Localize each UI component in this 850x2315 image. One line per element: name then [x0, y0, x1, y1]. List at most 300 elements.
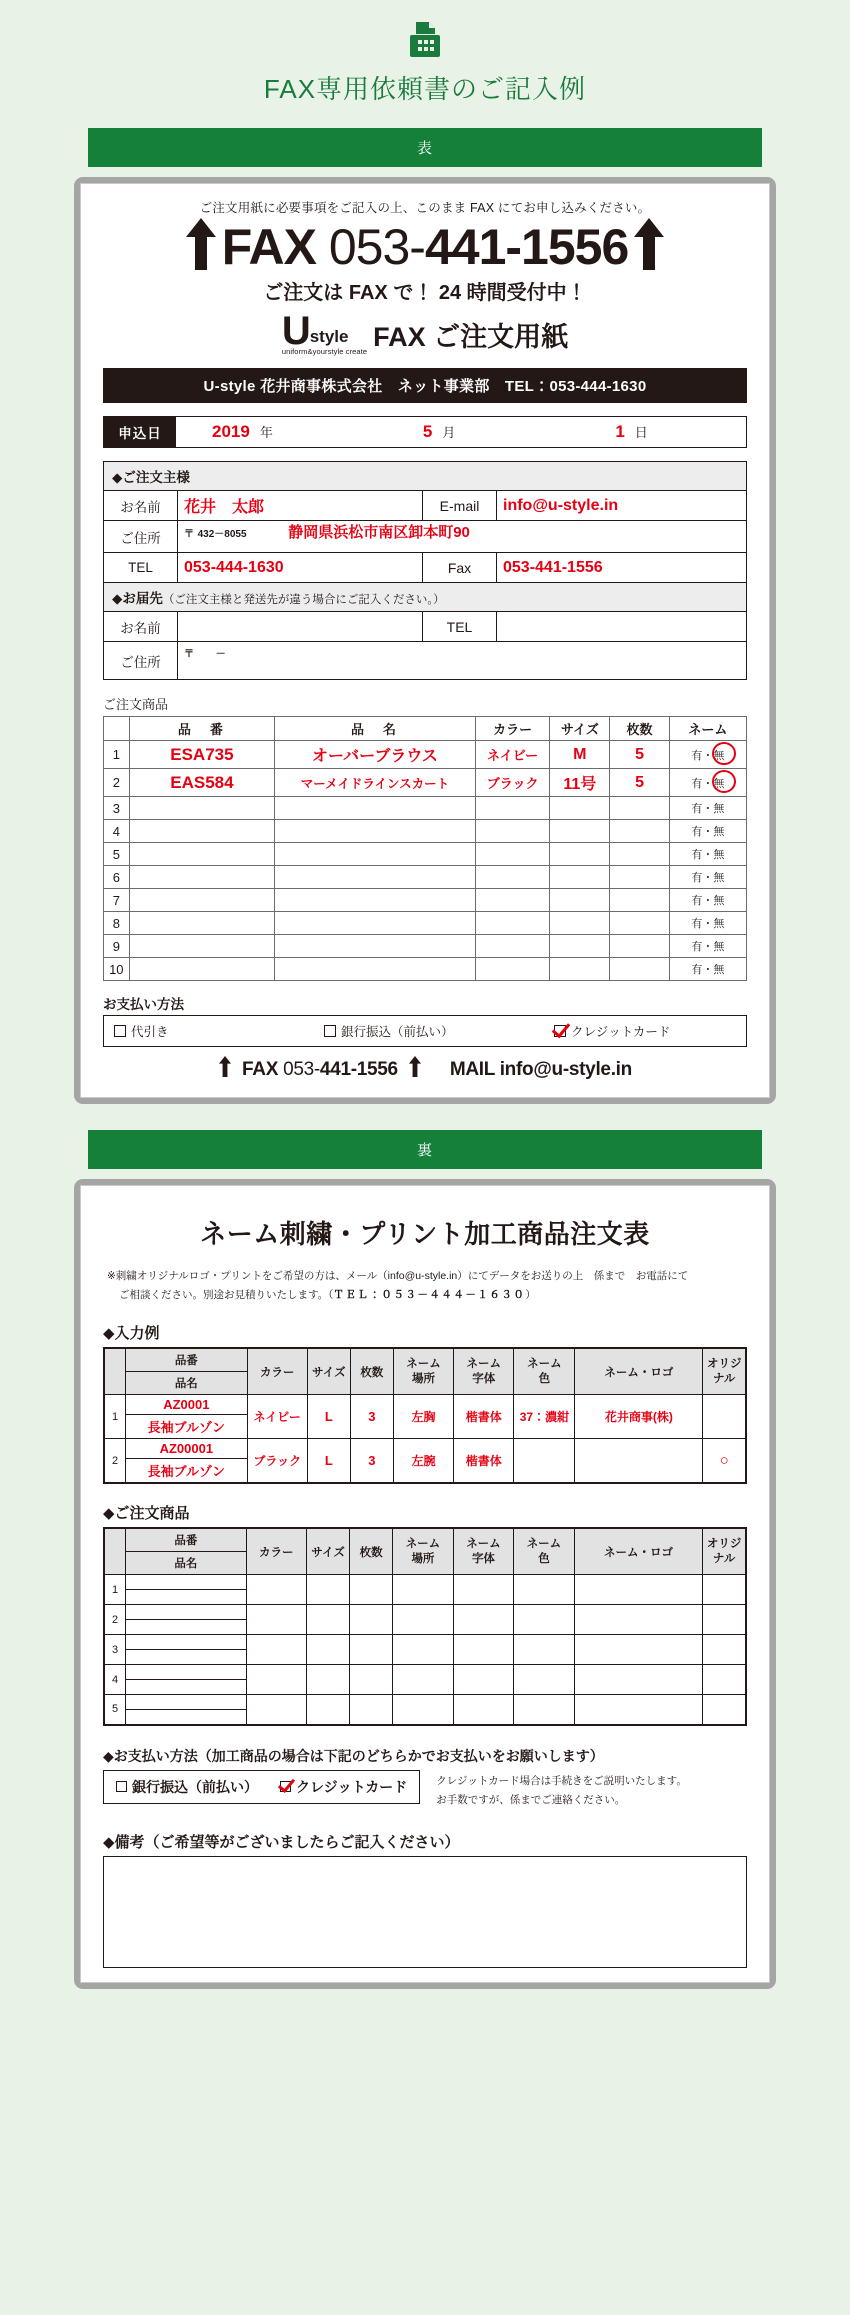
bo-row-size[interactable]	[307, 1635, 350, 1665]
ex-row-no: 1	[104, 1395, 126, 1439]
bo-row-qty[interactable]	[350, 1575, 393, 1605]
bo-row-font[interactable]	[453, 1635, 514, 1665]
ex-col-ncolor-header	[514, 1348, 575, 1395]
bo-col-color-header: カラー	[246, 1528, 307, 1575]
row-no: 10	[104, 958, 130, 981]
page-title: FAX専用依頼書のご記入例	[263, 74, 587, 104]
bo-row-ncolor[interactable]	[514, 1695, 575, 1725]
orderer-email-value[interactable]: info@u-style.in	[497, 491, 747, 521]
table-row[interactable]	[104, 820, 747, 843]
remarks-box[interactable]	[103, 1856, 747, 1968]
table-row[interactable]	[104, 935, 747, 958]
row-color[interactable]	[475, 843, 550, 866]
ex-col-ncolor-header-b: 色	[538, 1372, 551, 1385]
application-date-fields[interactable]	[176, 417, 746, 447]
bo-row-item	[126, 1590, 245, 1594]
ex-row-original[interactable]	[703, 1395, 746, 1439]
bo-row-original[interactable]	[703, 1635, 746, 1665]
circle-mark-icon	[711, 741, 737, 768]
row-color[interactable]	[475, 935, 550, 958]
row-name-option[interactable]	[669, 769, 746, 797]
bo-row-item	[126, 1710, 245, 1714]
front-order-body	[104, 741, 747, 981]
shipto-address-cell[interactable]	[178, 642, 747, 680]
bo-col-codeitem-header	[126, 1528, 246, 1575]
checkbox-icon[interactable]	[114, 1025, 126, 1037]
row-name[interactable]	[275, 889, 476, 912]
row-code[interactable]	[129, 889, 275, 912]
ex-row-original[interactable]: ○	[703, 1439, 746, 1484]
payment-option-label: クレジットカード	[571, 1025, 671, 1040]
ex-row-place[interactable]: 左胸	[393, 1395, 453, 1439]
bo-row-qty[interactable]	[350, 1695, 393, 1725]
bo-col-place-header-b: 場所	[411, 1552, 435, 1565]
back-note-line1: ※刺繍オリジナルロゴ・プリントをご希望の方は、メール（info@u-style.in）にてデータをお送りの上 係まで お電話にて	[107, 1270, 689, 1283]
row-name-option[interactable]: 有・無	[669, 866, 746, 889]
ex-col-place-header-a: ネーム	[406, 1358, 441, 1371]
row-color[interactable]: ブラック	[475, 769, 550, 797]
bo-row-place[interactable]	[393, 1695, 454, 1725]
back-note-line2-b: ）	[525, 1288, 536, 1301]
bo-row-qty[interactable]	[350, 1665, 393, 1695]
table-row[interactable]	[104, 912, 747, 935]
bo-col-font-header	[453, 1528, 514, 1575]
row-no: 1	[104, 741, 130, 769]
orderer-section-row	[104, 462, 747, 491]
bo-row-original[interactable]	[703, 1605, 746, 1635]
orderer-name-label: お名前	[104, 491, 178, 521]
payment-option-cod[interactable]	[114, 1022, 324, 1040]
row-name-option-text: 有・無	[691, 777, 725, 790]
ex-col-place-header-b: 場所	[411, 1372, 435, 1385]
ex-col-original-header-b: ナル	[712, 1372, 736, 1385]
shipto-zip-mark: 〒	[184, 649, 194, 661]
back-payment-caption: ◆お支払い方法（加工商品の場合は下記のどちらかでお支払いをお願いします）	[103, 1747, 604, 1764]
row-qty[interactable]	[610, 912, 670, 935]
bo-row-size[interactable]	[307, 1605, 350, 1635]
orderer-name-value[interactable]: 花井 太郎	[178, 491, 423, 521]
bo-row-ncolor[interactable]	[514, 1605, 575, 1635]
bo-row-logo[interactable]	[574, 1635, 703, 1665]
ex-row-size[interactable]: L	[307, 1395, 350, 1439]
shipto-section-note: （ご注文主様と発送先が違う場合にご記入ください。）	[162, 594, 445, 607]
bo-row-code	[126, 1575, 245, 1590]
front-sheet-wrapper	[74, 177, 776, 1104]
back-note-tel: ＴＥＬ：０５３－４４４－１６３０	[333, 1288, 526, 1301]
bo-row-place[interactable]	[393, 1665, 454, 1695]
row-code[interactable]	[129, 935, 275, 958]
bo-row-size[interactable]	[307, 1665, 350, 1695]
table-row[interactable]	[104, 889, 747, 912]
bo-row-codeitem[interactable]	[126, 1695, 246, 1725]
ex-col-font-header-a: ネーム	[466, 1358, 502, 1371]
bo-row-ncolor[interactable]	[514, 1665, 575, 1695]
checkbox-checked-icon[interactable]	[554, 1025, 566, 1037]
back-payment-option-label: クレジットカード	[296, 1778, 408, 1795]
bo-row-font[interactable]	[453, 1665, 514, 1695]
payment-option-label: 代引き	[131, 1025, 169, 1040]
footer-fax-bold: 441-1556	[319, 1058, 398, 1080]
bo-row-no: 1	[104, 1575, 126, 1605]
row-code[interactable]	[129, 866, 275, 889]
row-qty[interactable]	[610, 935, 670, 958]
row-qty[interactable]: 5	[610, 741, 670, 769]
row-qty[interactable]	[610, 889, 670, 912]
bo-row-item	[126, 1620, 245, 1624]
shipto-section-title: ◆お届先	[112, 591, 163, 607]
row-color[interactable]: ネイビー	[475, 741, 550, 769]
table-row[interactable]	[104, 1395, 746, 1439]
bo-row-size[interactable]	[307, 1575, 350, 1605]
row-no: 4	[104, 820, 130, 843]
fax-banner-number: FAX 053-441-1556	[221, 218, 629, 275]
remarks-caption: ◆備考（ご希望等がございましたらご記入ください）	[103, 1834, 460, 1852]
back-order-body	[104, 1575, 746, 1725]
row-qty[interactable]	[610, 797, 670, 820]
front-order-header-row	[104, 717, 747, 741]
orderer-tel-fax-row	[104, 553, 747, 583]
fax-banner	[103, 218, 747, 275]
orderer-section-label: ◆ご注文主様	[104, 462, 747, 491]
arrow-up-right-icon	[634, 218, 664, 275]
bo-col-code-header: 品番	[126, 1529, 245, 1552]
orderer-fax-value[interactable]: 053-441-1556	[497, 553, 747, 583]
back-payment-option-credit[interactable]	[280, 1777, 407, 1797]
ustyle-logo-row	[103, 309, 747, 356]
bo-col-logo-header: ネーム・ロゴ	[574, 1528, 703, 1575]
row-color[interactable]	[475, 797, 550, 820]
row-size[interactable]	[550, 935, 610, 958]
bo-row-ncolor[interactable]	[514, 1635, 575, 1665]
bo-row-ncolor[interactable]	[514, 1575, 575, 1605]
row-name[interactable]	[275, 820, 476, 843]
col-size-header: サイズ	[550, 717, 610, 741]
shipto-name-label: お名前	[104, 612, 178, 642]
bo-col-font-header-a: ネーム	[466, 1538, 501, 1551]
bo-row-item	[126, 1650, 245, 1654]
bo-col-ncolor-header-b: 色	[538, 1552, 550, 1565]
row-name-option[interactable]: 有・無	[669, 889, 746, 912]
page-header	[0, 0, 850, 112]
row-name-option[interactable]: 有・無	[669, 935, 746, 958]
row-code[interactable]	[129, 797, 275, 820]
bo-row-code	[126, 1635, 245, 1650]
row-color[interactable]	[475, 820, 550, 843]
shipto-name-row	[104, 612, 747, 642]
row-qty[interactable]: 5	[610, 769, 670, 797]
bo-row-no: 4	[104, 1665, 126, 1695]
ex-col-font-header	[454, 1348, 514, 1395]
bo-row-codeitem[interactable]	[126, 1635, 246, 1665]
bo-row-place[interactable]	[393, 1575, 454, 1605]
bo-col-ncolor-header	[514, 1528, 575, 1575]
orderer-email-label: E-mail	[423, 491, 497, 521]
bo-row-logo[interactable]	[574, 1575, 703, 1605]
footer-fax-lead: 053-	[283, 1058, 320, 1080]
row-name[interactable]: マーメイドラインスカート	[275, 769, 476, 797]
row-no: 7	[104, 889, 130, 912]
ex-col-size-header: サイズ	[307, 1348, 350, 1395]
row-name[interactable]	[275, 843, 476, 866]
back-payment-box	[103, 1770, 420, 1804]
ex-row-font[interactable]: 楷書体	[454, 1439, 514, 1484]
back-payment-option-bank[interactable]	[116, 1777, 258, 1797]
orderer-tel-value[interactable]: 053-444-1630	[178, 553, 423, 583]
back-sheet-wrapper	[74, 1179, 776, 1989]
checkbox-icon[interactable]	[324, 1025, 336, 1037]
back-payment-note-line2: お手数ですが、係までご連絡ください。	[436, 1794, 626, 1807]
bo-row-color[interactable]	[246, 1575, 307, 1605]
row-name-option[interactable]: 有・無	[669, 820, 746, 843]
bo-col-place-header	[393, 1528, 454, 1575]
row-size[interactable]: M	[550, 741, 610, 769]
row-size[interactable]	[550, 958, 610, 981]
payment-option-credit[interactable]	[554, 1022, 670, 1040]
fax-machine-icon	[0, 22, 850, 63]
ex-row-color[interactable]: ブラック	[247, 1439, 307, 1484]
table-row[interactable]	[104, 769, 747, 797]
row-size[interactable]: 11号	[550, 769, 610, 797]
bo-row-place[interactable]	[393, 1605, 454, 1635]
back-order-caption: ◆ご注文商品	[103, 1505, 190, 1523]
row-name[interactable]	[275, 935, 476, 958]
date-day-unit: 日	[634, 425, 648, 441]
payment-option-bank[interactable]	[324, 1022, 554, 1040]
bo-row-font[interactable]	[453, 1575, 514, 1605]
bo-row-color[interactable]	[246, 1635, 307, 1665]
orderer-zip-value: 432－8055	[197, 529, 247, 541]
bo-row-original[interactable]	[703, 1665, 746, 1695]
row-name[interactable]	[275, 958, 476, 981]
circle-mark-icon	[711, 769, 737, 796]
ex-col-code-header: 品番	[126, 1349, 246, 1372]
row-name[interactable]	[275, 797, 476, 820]
bo-col-place-header-a: ネーム	[405, 1538, 441, 1551]
footer-mail-value: info@u-style.in	[499, 1058, 632, 1080]
ex-col-codeitem-header	[126, 1348, 247, 1395]
row-no: 6	[104, 866, 130, 889]
footer-fax: FAX 053-441-1556	[242, 1058, 398, 1080]
bo-col-ncolor-header-a: ネーム	[526, 1538, 562, 1551]
ex-row-logo[interactable]: 花井商事(株)	[575, 1395, 703, 1439]
bo-row-no: 2	[104, 1605, 126, 1635]
footer-mail: MAIL info@u-style.in	[449, 1058, 632, 1080]
bo-row-color[interactable]	[246, 1665, 307, 1695]
bo-row-code	[126, 1605, 245, 1620]
back-payment-wrap	[103, 1770, 747, 1812]
orderer-address-cell[interactable]	[178, 521, 747, 553]
table-row[interactable]	[104, 1665, 746, 1695]
shipto-address-row	[104, 642, 747, 680]
bo-row-logo[interactable]	[574, 1695, 703, 1725]
logo-tagline: uniform&yourstyle create	[281, 346, 368, 356]
row-size[interactable]	[550, 843, 610, 866]
logo-form-title: FAX ご注文用紙	[373, 322, 569, 353]
arrow-up-icon	[408, 1056, 422, 1083]
row-code[interactable]	[129, 820, 275, 843]
ex-row-codeitem[interactable]	[126, 1395, 247, 1439]
payment-option-label: 銀行振込（前払い）	[341, 1025, 454, 1040]
row-name-option[interactable]	[669, 741, 746, 769]
row-code[interactable]: ESA735	[129, 741, 275, 769]
shipto-tel-label: TEL	[423, 612, 497, 642]
example-caption: ◆入力例	[103, 1325, 160, 1343]
bo-row-original[interactable]	[703, 1575, 746, 1605]
col-qty-header: 枚数	[610, 717, 670, 741]
row-name-option[interactable]: 有・無	[669, 843, 746, 866]
row-code[interactable]	[129, 958, 275, 981]
row-color[interactable]	[475, 866, 550, 889]
table-row[interactable]	[104, 1605, 746, 1635]
row-code[interactable]: EAS584	[129, 769, 275, 797]
table-row[interactable]	[104, 1575, 746, 1605]
back-note-line2-a: ご相談ください。別途お見積りいたします。（	[119, 1288, 334, 1301]
checkbox-checked-icon[interactable]	[280, 1781, 291, 1792]
ex-row-item: 長袖ブルゾン	[147, 1464, 226, 1480]
orderer-name-row	[104, 491, 747, 521]
bo-row-font[interactable]	[453, 1695, 514, 1725]
row-color[interactable]	[475, 958, 550, 981]
row-qty[interactable]	[610, 843, 670, 866]
row-name[interactable]	[275, 866, 476, 889]
table-row[interactable]	[104, 1635, 746, 1665]
bo-row-codeitem[interactable]	[126, 1665, 246, 1695]
example-header-row	[104, 1348, 746, 1395]
col-code-header: 品 番	[129, 717, 275, 741]
shipto-name-value[interactable]	[178, 612, 423, 642]
date-year-unit: 年	[259, 425, 273, 441]
row-name-option[interactable]: 有・無	[669, 958, 746, 981]
table-row[interactable]	[104, 958, 747, 981]
bo-row-qty[interactable]	[350, 1635, 393, 1665]
row-size[interactable]	[550, 797, 610, 820]
ex-row-no: 2	[104, 1439, 126, 1484]
shipto-tel-value[interactable]	[497, 612, 747, 642]
row-size[interactable]	[550, 889, 610, 912]
table-row[interactable]	[104, 797, 747, 820]
ex-row-codeitem[interactable]	[126, 1439, 247, 1484]
front-order-table	[103, 716, 747, 981]
back-note-line2	[107, 1286, 743, 1304]
table-row[interactable]	[104, 843, 747, 866]
bo-col-size-header: サイズ	[307, 1528, 350, 1575]
date-year-value: 2019	[212, 422, 250, 442]
table-row[interactable]	[104, 1695, 746, 1725]
customer-info-table	[103, 461, 747, 680]
company-bar: U-style 花井商事株式会社 ネット事業部 TEL：053-444-1630	[103, 368, 747, 403]
bo-col-original-header-b: ナル	[712, 1552, 736, 1565]
ex-row-size[interactable]: L	[307, 1439, 350, 1484]
bo-row-code	[126, 1695, 245, 1710]
bo-row-place[interactable]	[393, 1635, 454, 1665]
table-row[interactable]	[104, 1439, 746, 1484]
back-page-title: ネーム刺繍・プリント加工商品注文表	[200, 1219, 650, 1250]
ex-col-item-header: 品名	[174, 1378, 198, 1391]
application-date-label: 申込日	[104, 417, 176, 447]
col-color-header: カラー	[475, 717, 550, 741]
bo-row-color[interactable]	[246, 1695, 307, 1725]
ex-col-font-header-b: 字体	[472, 1372, 496, 1385]
bo-row-codeitem[interactable]	[126, 1605, 246, 1635]
front-lead-text: ご注文用紙に必要事項をご記入の上、このまま FAX にてお申し込みください。	[199, 201, 651, 215]
back-order-table	[103, 1527, 747, 1726]
ex-col-color-header: カラー	[247, 1348, 307, 1395]
ex-col-original-header	[703, 1348, 746, 1395]
row-color[interactable]	[475, 912, 550, 935]
bo-row-color[interactable]	[246, 1605, 307, 1635]
arrow-up-left-icon	[186, 218, 216, 275]
row-color[interactable]	[475, 889, 550, 912]
back-payment-note-line1: クレジットカード場合は手続きをご説明いたします。	[436, 1774, 687, 1787]
ex-col-logo-header: ネーム・ロゴ	[575, 1348, 703, 1395]
col-nameopt-header: ネーム	[669, 717, 746, 741]
row-name-option[interactable]: 有・無	[669, 797, 746, 820]
row-name[interactable]	[275, 912, 476, 935]
example-table	[103, 1347, 747, 1484]
ex-row-qty[interactable]: 3	[350, 1395, 393, 1439]
ex-col-no-header	[104, 1348, 126, 1395]
front-payment-box	[103, 1015, 747, 1047]
date-month-value: 5	[422, 422, 433, 442]
ex-row-logo[interactable]	[575, 1439, 703, 1484]
row-no: 2	[104, 769, 130, 797]
row-no: 8	[104, 912, 130, 935]
front-section-bar: 表	[88, 128, 762, 167]
fax-number-bold: 441-1556	[424, 218, 629, 275]
row-name[interactable]: オーバーブラウス	[275, 741, 476, 769]
bo-row-font[interactable]	[453, 1605, 514, 1635]
back-note	[107, 1267, 743, 1304]
date-day-value: 1	[615, 422, 625, 442]
orderer-fax-label: Fax	[423, 553, 497, 583]
table-row[interactable]	[104, 741, 747, 769]
ex-row-place[interactable]: 左腕	[393, 1439, 453, 1484]
front-sheet	[80, 183, 770, 1098]
row-code[interactable]	[129, 843, 275, 866]
ex-row-font[interactable]: 楷書体	[454, 1395, 514, 1439]
row-code[interactable]	[129, 912, 275, 935]
logo-style-word: style	[309, 326, 349, 346]
back-payment-note	[436, 1770, 687, 1812]
bo-row-qty[interactable]	[350, 1605, 393, 1635]
row-no: 9	[104, 935, 130, 958]
row-name-option[interactable]: 有・無	[669, 912, 746, 935]
bo-row-logo[interactable]	[574, 1605, 703, 1635]
bo-row-logo[interactable]	[574, 1665, 703, 1695]
shipto-address-label: ご住所	[104, 642, 178, 680]
ex-row-ncolor[interactable]: 37：濃紺	[514, 1395, 575, 1439]
bo-row-original[interactable]	[703, 1695, 746, 1725]
ex-row-ncolor[interactable]	[514, 1439, 575, 1484]
table-row[interactable]	[104, 866, 747, 889]
row-size[interactable]	[550, 912, 610, 935]
row-qty[interactable]	[610, 866, 670, 889]
shipto-zip-dash: －	[215, 649, 226, 661]
row-size[interactable]	[550, 820, 610, 843]
row-qty[interactable]	[610, 958, 670, 981]
col-no-header	[104, 717, 130, 741]
ex-row-qty[interactable]: 3	[350, 1439, 393, 1484]
date-month-unit: 月	[442, 425, 456, 441]
orderer-address-value: 静岡県浜松市南区卸本町90	[288, 524, 470, 542]
bo-row-size[interactable]	[307, 1695, 350, 1725]
row-size[interactable]	[550, 866, 610, 889]
checkbox-icon[interactable]	[116, 1781, 127, 1792]
bo-row-codeitem[interactable]	[126, 1575, 246, 1605]
orderer-tel-label: TEL	[104, 553, 178, 583]
ex-row-color[interactable]: ネイビー	[247, 1395, 307, 1439]
row-qty[interactable]	[610, 820, 670, 843]
